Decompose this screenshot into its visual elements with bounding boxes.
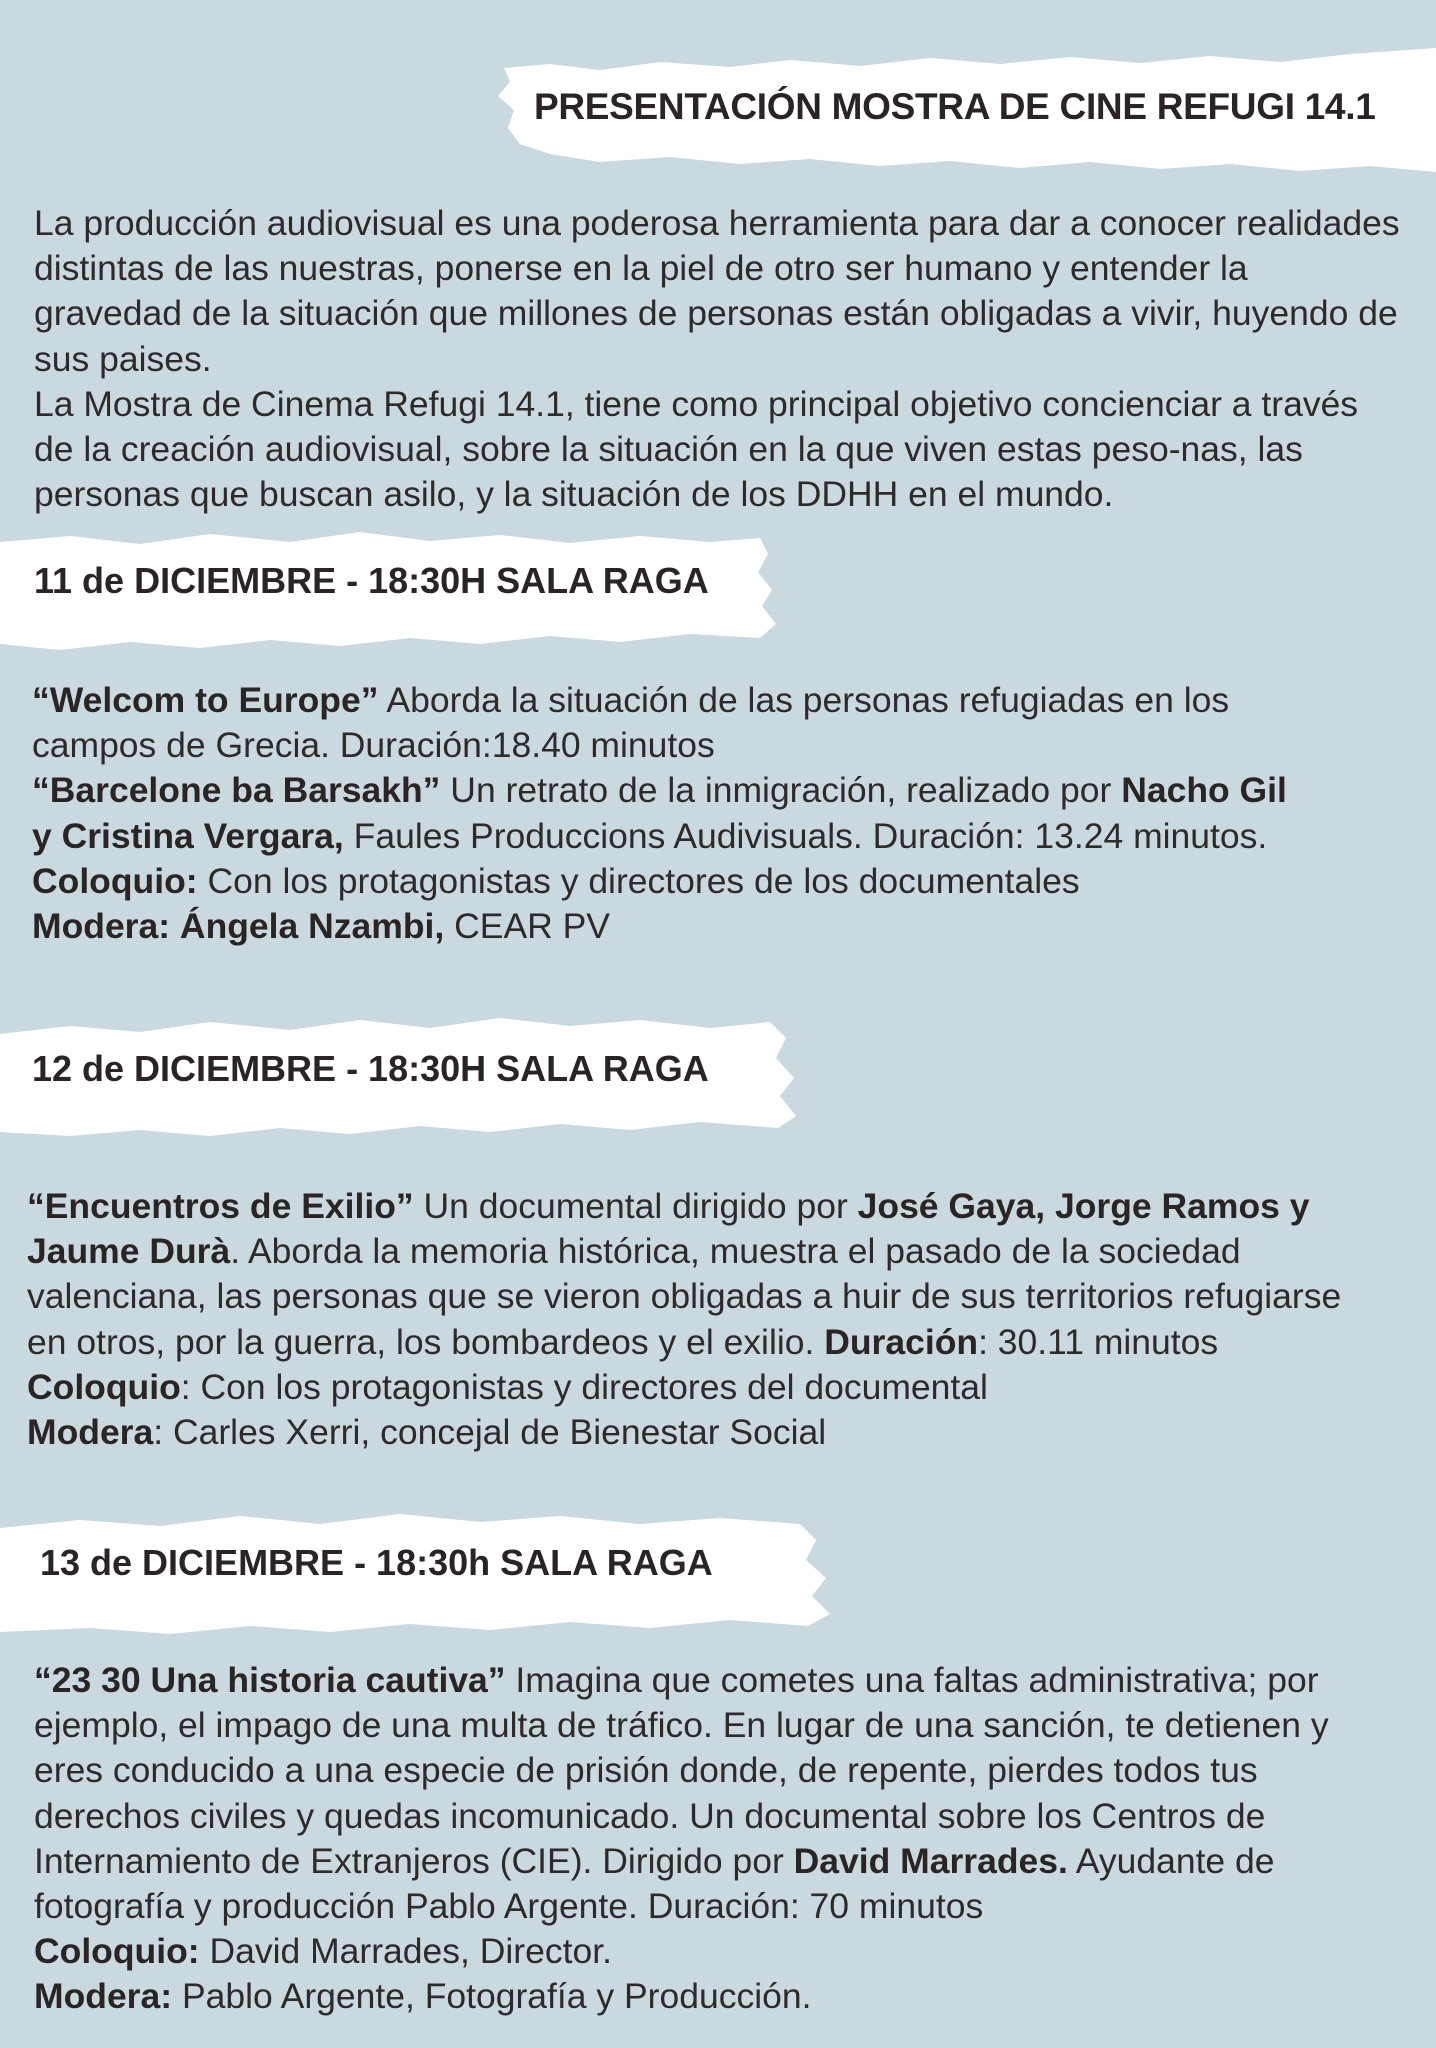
- coloquio-label: Coloquio:: [34, 1931, 200, 1972]
- modera-label: Modera:: [34, 1976, 173, 2017]
- session-3-modera: [34, 1974, 1364, 2019]
- film-directors: Nacho Gil y Cristina Vergara,: [32, 770, 1287, 856]
- session-2-modera: [27, 1410, 1357, 1455]
- modera-text: CEAR PV: [444, 906, 610, 947]
- session-1-heading: 11 de DICIEMBRE - 18:30H SALA RAGA: [34, 560, 709, 601]
- film-description: Ayudante de fotografía y producción Pablo Argente. Duración: 70 minutos: [34, 1840, 1275, 1927]
- coloquio-label: Coloquio: [27, 1366, 181, 1407]
- session-3-coloquio: [34, 1929, 1364, 1974]
- film-description: Aborda la situación de las personas refugiadas en los campos de Grecia. Duración:18.40 minutos: [32, 680, 1230, 766]
- film-directors: José Gaya, Jorge Ramos y Jaume Durà: [27, 1186, 1310, 1272]
- coloquio-text: Con los protagonistas y directores de los documentales: [197, 860, 1080, 901]
- session-3-body: [34, 1658, 1364, 2020]
- title-banner: [490, 48, 1436, 172]
- intro-paragraph-1: La producción audiovisual es una poderosa herramienta para dar a conocer realidades distintas de las nuestras, ponerse en la piel de otro ser humano y entender la gravedad de la situación que millones de personas están obligadas a vivir, huyendo de sus paises.: [34, 203, 1400, 379]
- coloquio-text: : Con los protagonistas y directores del documental: [180, 1366, 988, 1407]
- session-1-body: [32, 678, 1362, 949]
- session-1-modera: [32, 904, 1362, 949]
- film-title: “23 30 Una historia cautiva”: [34, 1660, 506, 1700]
- modera-text: Pablo Argente, Fotografía y Producción.: [172, 1976, 812, 2017]
- film-description: Faules Produccions Audivisuals. Duración: 13.24 minutos.: [343, 815, 1268, 856]
- session-3-film: [34, 1658, 1364, 1929]
- coloquio-label: Coloquio:: [32, 860, 198, 901]
- film-title: “Barcelone ba Barsakh”: [32, 770, 441, 811]
- session-1-film-2: [32, 768, 1302, 858]
- modera-label: Modera: [27, 1412, 154, 1453]
- session-1-coloquio: [32, 859, 1362, 904]
- session-1-film-1: [32, 678, 1362, 768]
- session-2-body: [27, 1184, 1357, 1455]
- duration-text: : 30.11 minutos: [978, 1321, 1219, 1362]
- film-director: David Marrades.: [793, 1840, 1068, 1881]
- intro-paragraph-2: La Mostra de Cinema Refugi 14.1, tiene como principal objetivo concienciar a través de la creación audiovisual, sobre la situación en la que viven estas peso-nas, las personas que buscan asilo, y la situación de los DDHH en el mundo.: [34, 383, 1359, 515]
- duration-label: Duración: [824, 1321, 979, 1362]
- coloquio-text: David Marrades, Director.: [199, 1931, 612, 1972]
- film-description: Un documental dirigido por: [413, 1186, 858, 1226]
- session-2-coloquio: [27, 1365, 1357, 1410]
- film-description: Un retrato de la inmigración, realizado por: [440, 770, 1122, 811]
- session-3-banner: [0, 1514, 836, 1634]
- modera-text: : Carles Xerri, concejal de Bienestar Social: [153, 1412, 827, 1453]
- session-1-banner: [0, 532, 780, 650]
- session-2-heading: 12 de DICIEMBRE - 18:30H SALA RAGA: [32, 1048, 709, 1089]
- film-title: “Encuentros de Exilio”: [27, 1186, 414, 1226]
- modera-label: Modera: Ángela Nzambi,: [32, 906, 445, 947]
- session-3-heading: 13 de DICIEMBRE - 18:30h SALA RAGA: [40, 1542, 713, 1583]
- film-description: Imagina que cometes una faltas administrativa; por ejemplo, el impago de una multa de tráfico. En lugar de una sanción, te detienen y eres conducido a una especie de prisión donde, de repente, pierdes todos tus derechos civiles y quedas incomunicado. Un documental sobre los Centros de Internamiento de Extranjeros (CIE). Dirigido por: [34, 1660, 1329, 1881]
- session-2-film: [27, 1184, 1352, 1365]
- intro-section: [34, 201, 1414, 517]
- session-2-banner: [0, 1018, 800, 1136]
- film-description: . Aborda la memoria histórica, muestra el pasado de la sociedad valenciana, las personas que se vieron obligadas a huir de sus territorios refugiarse en otros, por la guerra, los bombardeos y el exilio.: [27, 1231, 1342, 1362]
- film-title: “Welcom to Europe”: [32, 680, 379, 720]
- page-title: PRESENTACIÓN MOSTRA DE CINE REFUGI 14.1: [534, 86, 1376, 127]
